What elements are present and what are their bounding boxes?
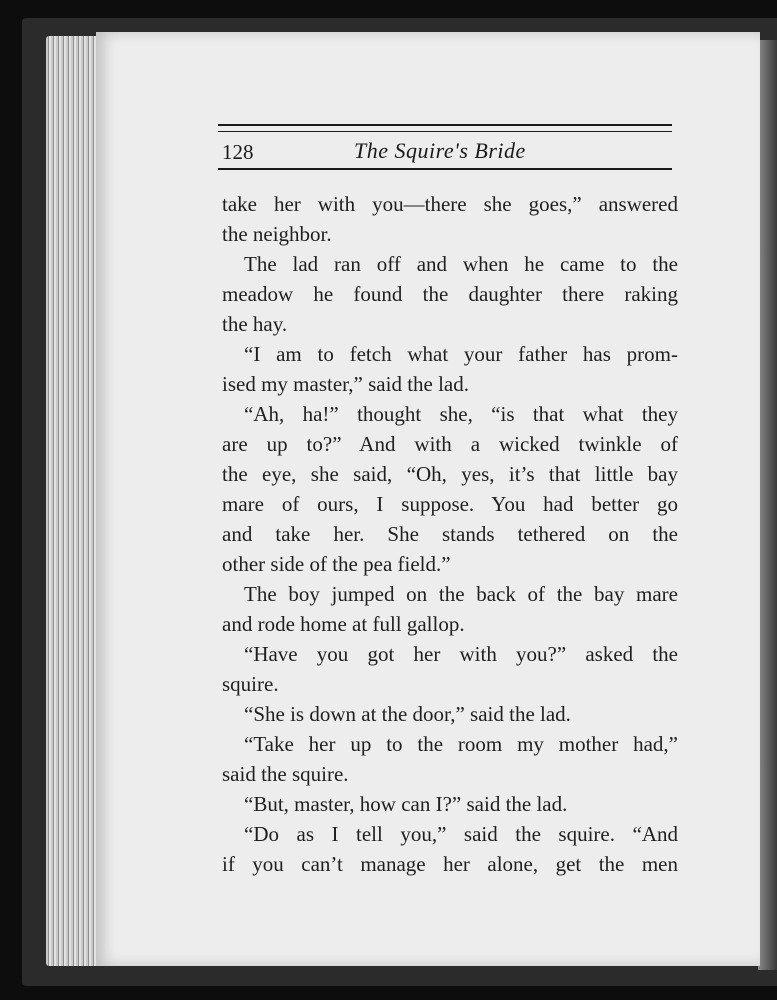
text-line: squire.: [222, 672, 279, 696]
facing-page-edge: [758, 40, 777, 970]
text-line: and rode home at full gallop.: [222, 612, 465, 636]
running-header: [218, 124, 672, 170]
text-line: take her with you—there she goes,” answered: [222, 192, 678, 216]
text-line: “Take her up to the room my mother had,”: [244, 732, 678, 756]
text-line: “I am to fetch what your father has prom-: [244, 342, 678, 366]
page-number: 128: [222, 140, 254, 164]
text-line: mare of ours, I suppose. You had better go: [222, 492, 678, 516]
text-line: “Have you got her with you?” asked the: [244, 642, 678, 666]
text-line: “She is down at the door,” said the lad.: [244, 702, 571, 726]
text-line: are up to?” And with a wicked twinkle of: [222, 432, 678, 456]
header-rule-top: [218, 124, 672, 132]
text-line: if you can’t manage her alone, get the men: [222, 852, 678, 876]
text-line: “But, master, how can I?” said the lad.: [244, 792, 568, 816]
header-rule-bottom: [218, 168, 672, 170]
text-line: The boy jumped on the back of the bay mare: [244, 582, 678, 606]
running-title: The Squire's Bride: [354, 138, 526, 163]
text-line: other side of the pea field.”: [222, 552, 451, 576]
text-line: the eye, she said, “Oh, yes, it’s that little bay: [222, 462, 678, 486]
text-line: “Do as I tell you,” said the squire. “And: [244, 822, 678, 846]
body-text: [222, 189, 678, 879]
text-line: and take her. She stands tethered on the: [222, 522, 678, 546]
text-line: meadow he found the daughter there raking: [222, 282, 678, 306]
text-line: the neighbor.: [222, 222, 332, 246]
text-line: The lad ran off and when he came to the: [244, 252, 678, 276]
text-line: “Ah, ha!” thought she, “is that what they: [244, 402, 678, 426]
header-line: [218, 132, 672, 168]
text-line: ised my master,” said the lad.: [222, 372, 470, 396]
text-line: the hay.: [222, 312, 288, 336]
text-line: said the squire.: [222, 762, 349, 786]
